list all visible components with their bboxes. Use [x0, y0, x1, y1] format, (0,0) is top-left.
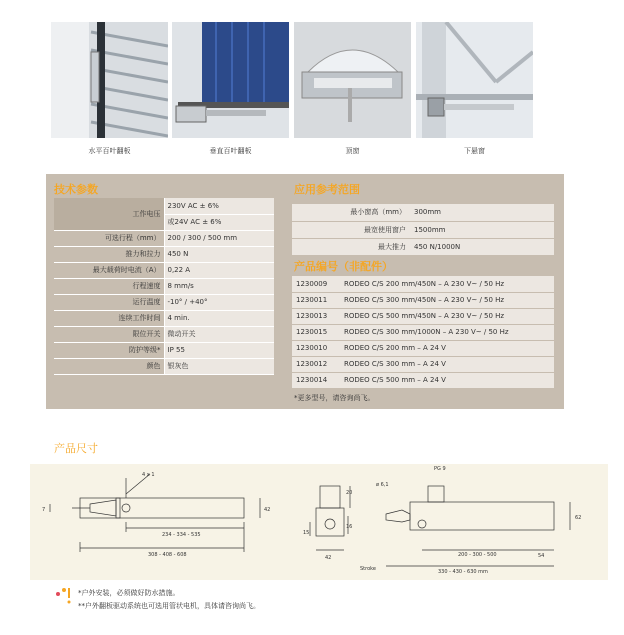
spec-panel [46, 174, 564, 409]
spec-value: 450 N [164, 246, 274, 262]
side-view-drawing [50, 474, 260, 552]
range-table [292, 204, 554, 256]
spec-label: 推力和拉力 [54, 246, 164, 262]
dim-len-body: 234 - 334 - 535 [162, 532, 201, 538]
spec-value: 200 / 300 / 500 mm [164, 230, 274, 246]
dim-len-total: 308 - 408 - 608 [148, 552, 187, 558]
dimensions-title: 产品尺寸 [54, 442, 98, 455]
voltage-value-230: 230V AC ± 6% [164, 198, 274, 214]
photo-bottom-hung-window [416, 22, 533, 138]
dim-16: 16 [346, 524, 353, 530]
model-code: 1230012 [292, 356, 340, 372]
photo-skylight [294, 22, 411, 138]
models-note: *更多型号，请咨询尚飞。 [294, 394, 375, 402]
spec-label: 防护等级* [54, 342, 164, 358]
dim-42-end: 42 [325, 555, 332, 561]
caption-bottom-hung-window: 下悬窗 [464, 147, 485, 155]
model-desc: RODEO C/S 200 mm – A 24 V [340, 340, 554, 356]
range-label: 最小窗高（mm） [292, 204, 410, 221]
spec-value: 4 min. [164, 310, 274, 326]
range-label: 最宽使用窗户 [292, 221, 410, 238]
caption-horizontal-louvre: 水平百叶翻板 [88, 147, 131, 155]
photo-horizontal-louvre [51, 22, 168, 138]
range-value: 300mm [410, 204, 554, 221]
tech-params-table [54, 198, 274, 375]
spec-value: IP 55 [164, 342, 274, 358]
dim-pg9: PG 9 [434, 466, 446, 472]
caption-skylight: 顶窗 [345, 147, 360, 155]
spec-label: 运行温度 [54, 294, 164, 310]
spec-value: 0,22 A [164, 262, 274, 278]
model-code: 1230013 [292, 308, 340, 324]
dim-7: 7 [42, 507, 46, 513]
dim-total: 330 - 430 - 630 mm [438, 569, 488, 575]
dim-54: 54 [538, 553, 545, 559]
spec-label: 连续工作时间 [54, 310, 164, 326]
range-value: 1500mm [410, 221, 554, 238]
spec-label: 最大载荷时电流（A） [54, 262, 164, 278]
range-label: 最大推力 [292, 238, 410, 255]
dimension-drawing [30, 464, 608, 580]
dim-4x1: 4 x 1 [142, 472, 155, 478]
models-table [292, 276, 554, 389]
caption-vertical-louvre: 垂直百叶翻板 [209, 147, 252, 155]
photo-vertical-louvre [172, 22, 289, 138]
model-code: 1230010 [292, 340, 340, 356]
spec-value: 8 mm/s [164, 278, 274, 294]
dim-15: 15 [303, 530, 310, 536]
stroke-label: Stroke [360, 566, 376, 572]
end-view-drawing [310, 486, 353, 550]
model-desc: RODEO C/S 200 mm/450N – A 230 V~ / 50 Hz [340, 276, 554, 292]
model-desc: RODEO C/S 500 mm/450N – A 230 V~ / 50 Hz [340, 308, 554, 324]
spec-value: -10° / +40° [164, 294, 274, 310]
model-desc: RODEO C/S 300 mm/1000N – A 230 V~ / 50 Hz [340, 324, 554, 340]
footnote-2: **户外翻板驱动系统也可选用管状电机，具体请咨询尚飞。 [78, 602, 260, 610]
warning-icon [52, 586, 74, 608]
range-title: 应用参考范围 [294, 183, 360, 196]
voltage-value-24: 或24V AC ± 6% [164, 214, 274, 230]
model-code: 1230015 [292, 324, 340, 340]
model-desc: RODEO C/S 300 mm – A 24 V [340, 356, 554, 372]
spec-label: 行程速度 [54, 278, 164, 294]
dim-42-left: 42 [264, 507, 271, 513]
spec-label: 限位开关 [54, 326, 164, 342]
spec-value: 银灰色 [164, 358, 274, 374]
models-title: 产品编号（非配件） [294, 260, 393, 273]
model-code: 1230014 [292, 372, 340, 388]
dim-20: 20 [346, 490, 353, 496]
dim-62: 62 [575, 515, 582, 521]
model-code: 1230009 [292, 276, 340, 292]
tech-params-title: 技术参数 [54, 183, 98, 196]
model-desc: RODEO C/S 300 mm/450N – A 230 V~ / 50 Hz [340, 292, 554, 308]
voltage-label: 工作电压 [54, 198, 164, 230]
footnote-1: *户外安装，必须做好防水措施。 [78, 589, 180, 597]
range-value: 450 N/1000N [410, 238, 554, 255]
model-desc: RODEO C/S 500 mm – A 24 V [340, 372, 554, 388]
dim-diameter: ø 6,1 [376, 482, 389, 488]
spec-label: 可选行程（mm） [54, 230, 164, 246]
spec-value: 微动开关 [164, 326, 274, 342]
model-code: 1230011 [292, 292, 340, 308]
spec-label: 颜色 [54, 358, 164, 374]
dim-stroke: 200 - 300 - 500 [458, 552, 497, 558]
